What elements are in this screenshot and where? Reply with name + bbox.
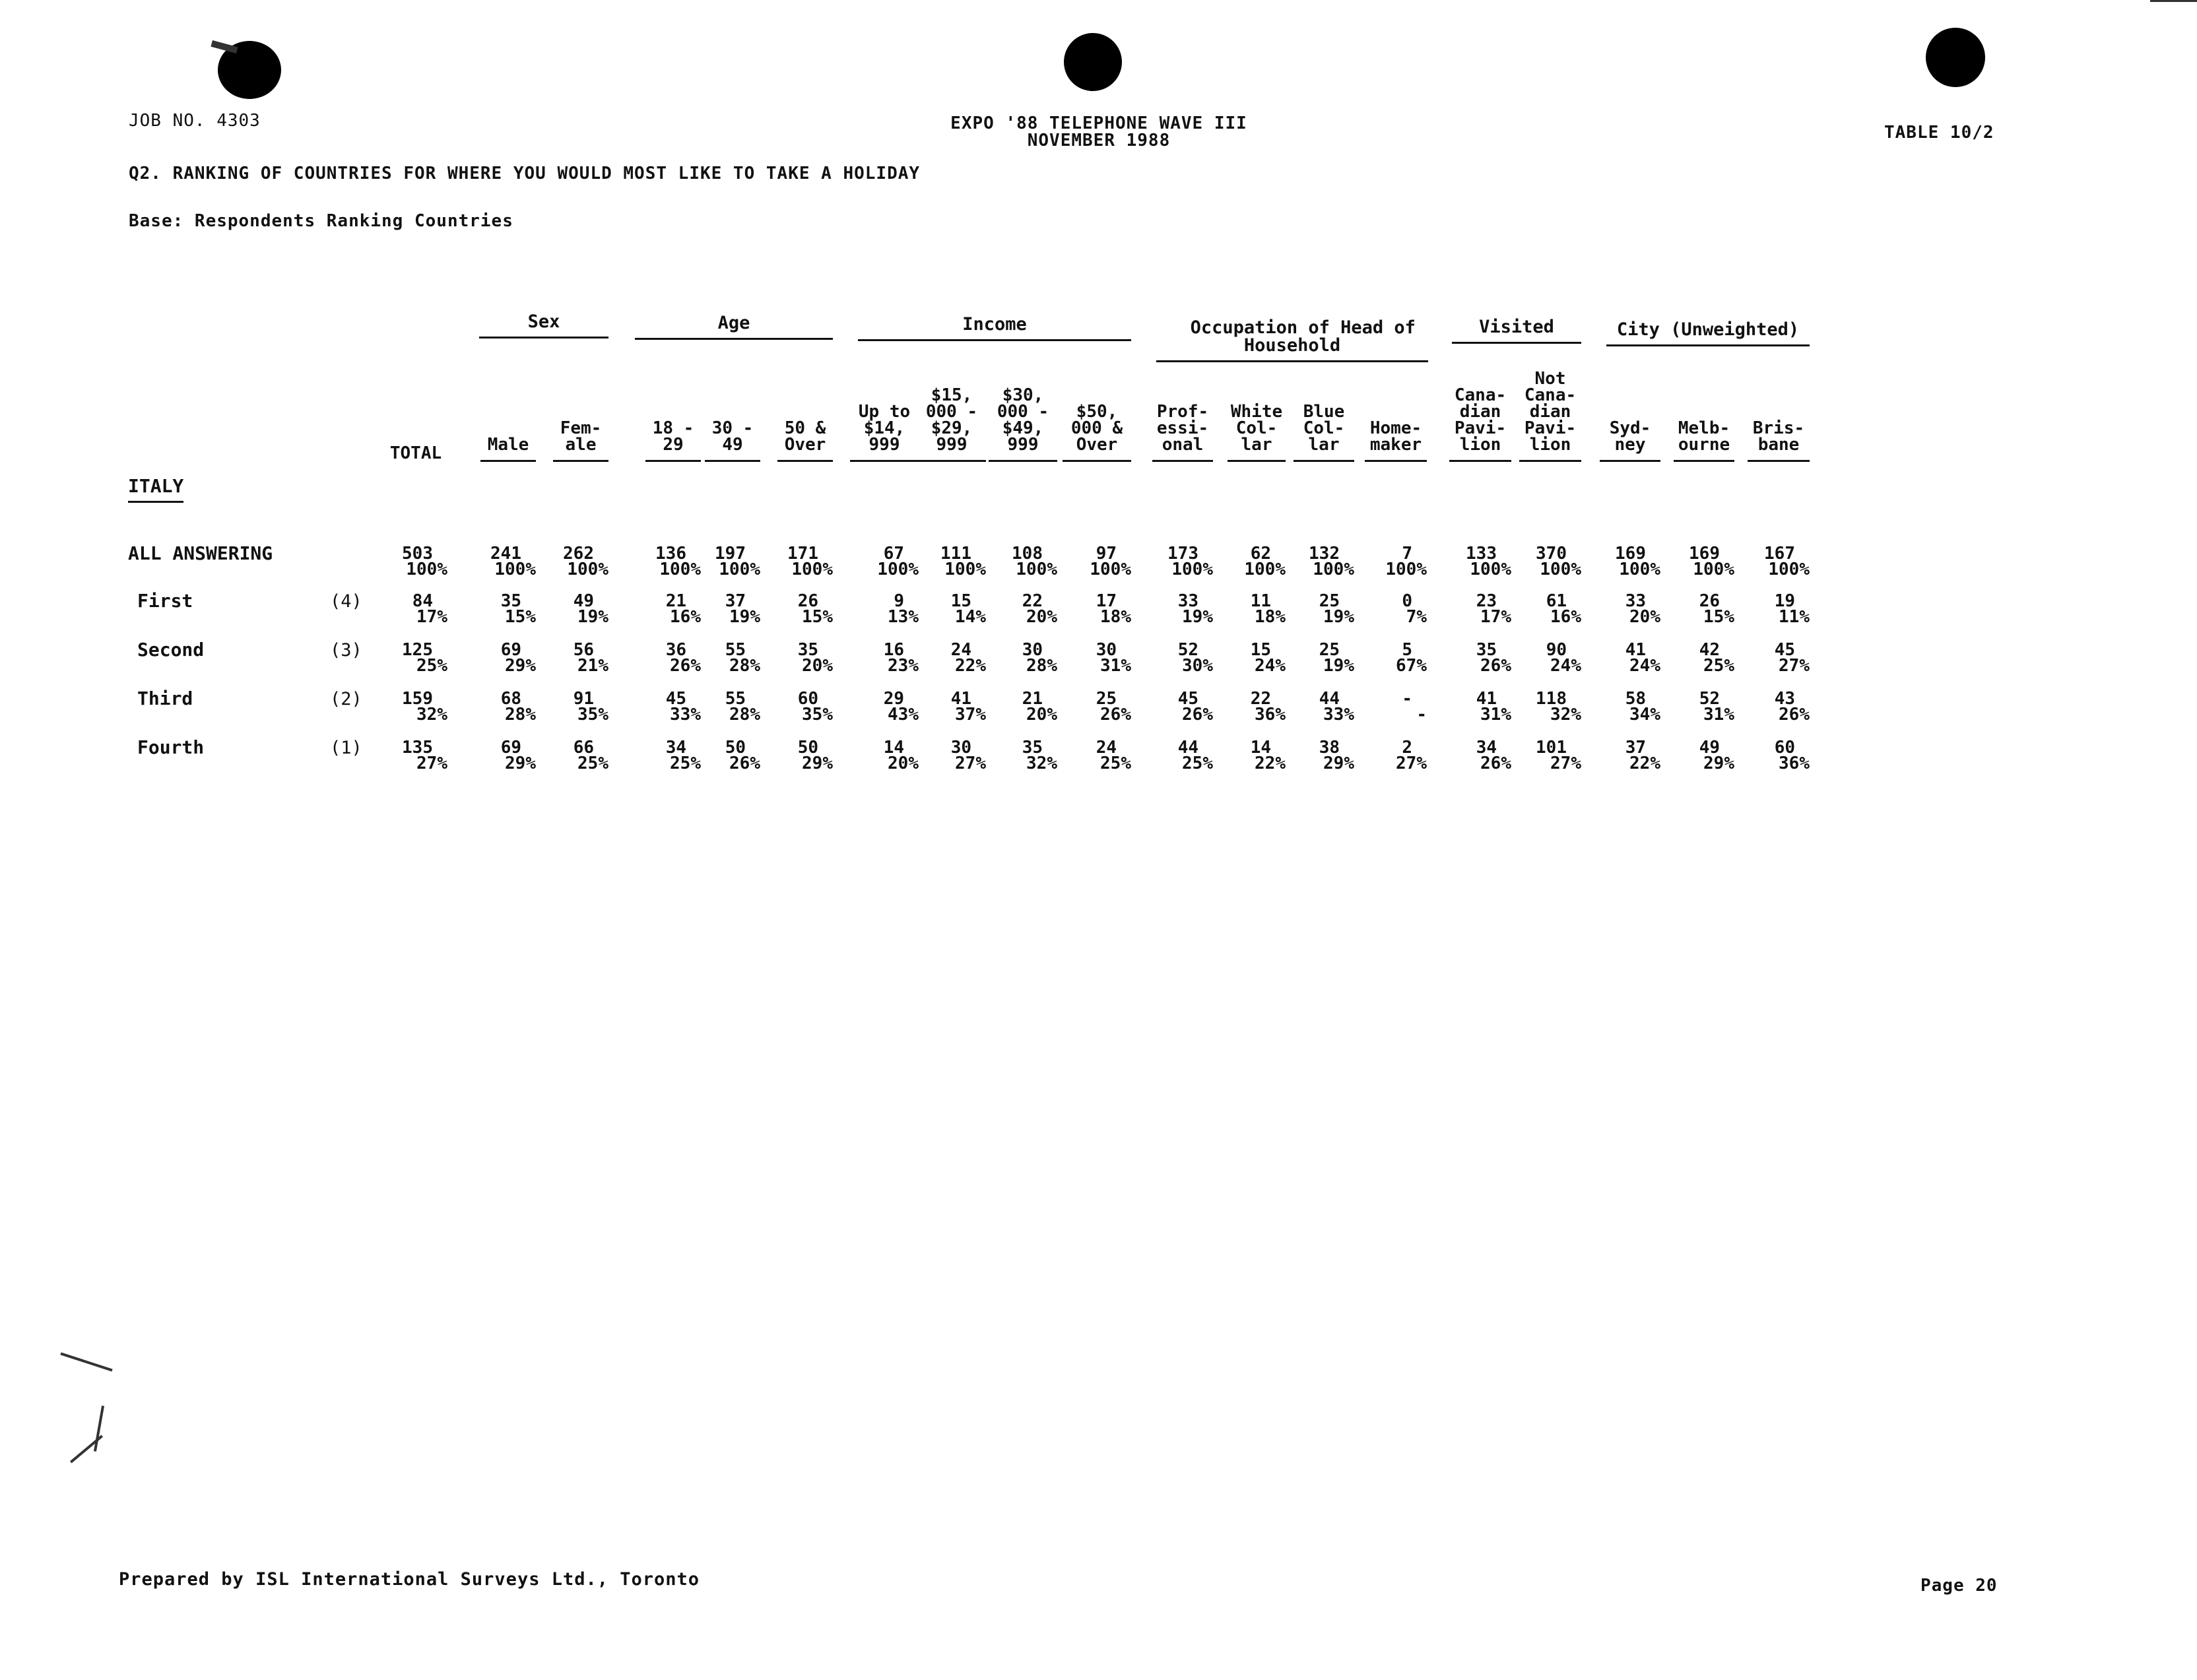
cell-percent: 22% (1255, 754, 1286, 773)
column-rule (705, 460, 760, 462)
column-header-label: $30, 000 - $49, 999 (997, 385, 1049, 455)
cell-count: 45 (1177, 689, 1198, 709)
cell-percent: 36% (1779, 754, 1810, 773)
cell-count: 49 (573, 591, 594, 611)
job-number: JOB NO. 4303 (129, 111, 261, 131)
row-label: Second (137, 639, 205, 661)
report-title-line2: NOVEMBER 1988 (1027, 131, 1171, 150)
cell-count: 61 (1546, 591, 1567, 611)
group-rule (1452, 342, 1581, 344)
cell-percent: 34% (1629, 705, 1660, 725)
cell-count: 7 (1402, 544, 1412, 564)
scan-mark (94, 1405, 104, 1452)
cell-percent: 35% (802, 705, 833, 725)
cell-count: 370 (1536, 544, 1567, 564)
cell-percent: 14% (955, 607, 986, 627)
column-rule (1674, 460, 1734, 462)
group-rule (635, 338, 833, 340)
cell-percent: 100% (406, 560, 447, 579)
cell-count: 52 (1699, 689, 1720, 709)
question-text: Q2. RANKING OF COUNTRIES FOR WHERE YOU WOULD MOST LIKE TO TAKE A HOLIDAY (129, 164, 921, 183)
cell-count: 167 (1764, 544, 1795, 564)
cell-percent: 35% (577, 705, 608, 725)
column-rule (1600, 460, 1660, 462)
cell-percent: 100% (1768, 560, 1810, 579)
cell-count: 503 (402, 544, 433, 564)
cell-percent: 25% (1703, 656, 1734, 676)
cell-percent: 20% (888, 754, 919, 773)
group-city-label: City (Unweighted) (1616, 319, 1800, 340)
cell-percent: 17% (416, 607, 447, 627)
cell-count: 38 (1319, 738, 1340, 758)
cell-count: 55 (725, 689, 746, 709)
cell-percent: 27% (1396, 754, 1427, 773)
cell-percent: 19% (729, 607, 760, 627)
column-header-age-30-49 (705, 420, 760, 462)
cell-count: 43 (1774, 689, 1795, 709)
column-header-male (480, 437, 536, 462)
cell-count: 0 (1402, 591, 1412, 611)
cell-percent: 24% (1550, 656, 1581, 676)
cell-count: 15 (1250, 640, 1271, 660)
cell-percent: 15% (802, 607, 833, 627)
cell-percent: 15% (505, 607, 536, 627)
column-rule (1365, 460, 1427, 462)
cell-percent: 16% (1550, 607, 1581, 627)
cell-count: 262 (563, 544, 594, 564)
section-label-text: ITALY (128, 475, 184, 497)
group-age (635, 314, 833, 332)
row-rank: (1) (330, 738, 362, 758)
column-header-canadian-pavilion (1449, 387, 1511, 462)
cell-count: 14 (883, 738, 904, 758)
cell-percent: 24% (1255, 656, 1286, 676)
column-header-label: 18 - 29 (652, 418, 694, 455)
column-header-homemaker (1365, 420, 1427, 462)
cell-count: 55 (725, 640, 746, 660)
cell-percent: 28% (729, 656, 760, 676)
column-header-label: Cana- dian Pavi- lion (1454, 385, 1507, 455)
cell-count: 60 (1774, 738, 1795, 758)
cell-percent: 100% (494, 560, 536, 579)
cell-count: 49 (1699, 738, 1720, 758)
scan-mark (2150, 0, 2197, 2)
cell-count: 2 (1402, 738, 1412, 758)
cell-count: 15 (950, 591, 971, 611)
cell-count: 34 (1476, 738, 1497, 758)
cell-count: 11 (1250, 591, 1271, 611)
column-rule (1449, 460, 1511, 462)
column-header-professional (1152, 404, 1213, 462)
column-header-sydney (1600, 420, 1660, 462)
scan-mark (60, 1352, 112, 1371)
cell-percent: 36% (1255, 705, 1286, 725)
column-header-label: $15, 000 - $29, 999 (925, 385, 978, 455)
group-rule (1606, 344, 1810, 346)
cell-count: 69 (500, 738, 521, 758)
cell-percent: 24% (1629, 656, 1660, 676)
column-rule (989, 460, 1057, 462)
cell-percent: 22% (955, 656, 986, 676)
cell-percent: 13% (888, 607, 919, 627)
cell-count: 30 (950, 738, 971, 758)
column-rule (1063, 460, 1131, 462)
cell-count: 197 (715, 544, 746, 564)
cell-count: 62 (1250, 544, 1271, 564)
punch-hole-center (1064, 33, 1122, 91)
group-rule (1156, 360, 1428, 362)
cell-percent: 100% (1244, 560, 1286, 579)
cell-percent: 26% (1779, 705, 1810, 725)
cell-percent: 100% (1470, 560, 1511, 579)
column-header-inc-up-to-14999 (850, 404, 919, 462)
cell-percent: 32% (416, 705, 447, 725)
row-label: Fourth (137, 736, 205, 758)
cell-count: 60 (797, 689, 818, 709)
cell-count: 24 (950, 640, 971, 660)
column-header-label: Not Cana- dian Pavi- lion (1524, 369, 1577, 455)
cell-count: 33 (1177, 591, 1198, 611)
cell-percent: 100% (1016, 560, 1057, 579)
row-rank: (3) (330, 640, 362, 661)
cell-percent: 27% (416, 754, 447, 773)
group-rule (858, 339, 1131, 341)
cell-count: 22 (1022, 591, 1043, 611)
cell-percent: 32% (1026, 754, 1057, 773)
cell-percent: 18% (1255, 607, 1286, 627)
cell-count: 22 (1250, 689, 1271, 709)
cell-count: 68 (500, 689, 521, 709)
cell-percent: 11% (1779, 607, 1810, 627)
group-sex (479, 313, 608, 331)
column-rule (777, 460, 833, 462)
cell-percent: 32% (1550, 705, 1581, 725)
column-header-blue-collar (1294, 404, 1354, 462)
cell-percent: 100% (719, 560, 760, 579)
cell-count: 35 (1476, 640, 1497, 660)
column-rule (1228, 460, 1286, 462)
group-age-label: Age (717, 313, 750, 333)
cell-count: 14 (1250, 738, 1271, 758)
cell-percent: 20% (1026, 607, 1057, 627)
column-header-age-50-over (777, 420, 833, 462)
cell-percent: 19% (1182, 607, 1213, 627)
cell-count: 97 (1096, 544, 1117, 564)
column-header-label: $50, 000 & Over (1070, 402, 1123, 455)
cell-count: 23 (1476, 591, 1497, 611)
report-title (858, 115, 1340, 149)
group-rule (479, 337, 608, 339)
report-title-line1: EXPO '88 TELEPHONE WAVE III (950, 113, 1247, 133)
column-header-label: Bris- bane (1752, 418, 1805, 455)
cell-percent: 22% (1629, 754, 1660, 773)
cell-percent: 20% (1026, 705, 1057, 725)
cell-percent: 19% (1323, 656, 1354, 676)
cell-percent: 28% (1026, 656, 1057, 676)
column-header-inc-30000-49999 (989, 387, 1057, 462)
cell-count: 35 (1022, 738, 1043, 758)
cell-percent: 100% (1693, 560, 1734, 579)
cell-percent: 26% (1100, 705, 1131, 725)
column-header-inc-50000-over (1063, 404, 1131, 462)
cell-count: 45 (665, 689, 686, 709)
column-header-label: Melb- ourne (1678, 418, 1730, 455)
column-header-white-collar (1228, 404, 1286, 462)
cell-percent: 25% (416, 656, 447, 676)
cell-count: 35 (797, 640, 818, 660)
cell-count: 33 (1625, 591, 1646, 611)
cell-percent: 26% (1480, 656, 1511, 676)
cell-count: 19 (1774, 591, 1795, 611)
cell-count: 24 (1096, 738, 1117, 758)
cell-percent: 31% (1703, 705, 1734, 725)
cell-percent: 100% (567, 560, 608, 579)
group-visited (1452, 318, 1581, 336)
cell-count: 41 (950, 689, 971, 709)
column-header-inc-15000-29999 (917, 387, 986, 462)
column-rule (850, 460, 919, 462)
cell-count: 125 (402, 640, 433, 660)
cell-percent: 33% (670, 705, 701, 725)
cell-percent: 25% (1100, 754, 1131, 773)
cell-count: 133 (1466, 544, 1497, 564)
cell-count: 25 (1319, 640, 1340, 660)
punch-hole-right (1926, 28, 1985, 87)
cell-percent: 33% (1323, 705, 1354, 725)
cell-percent: 100% (944, 560, 986, 579)
cell-count: 67 (883, 544, 904, 564)
cell-percent: 26% (1182, 705, 1213, 725)
cell-count: 91 (573, 689, 594, 709)
cell-percent: 100% (1090, 560, 1131, 579)
cell-percent: 26% (1480, 754, 1511, 773)
column-header-label: Home- maker (1369, 418, 1422, 455)
cell-count: 29 (883, 689, 904, 709)
group-income-label: Income (962, 314, 1027, 335)
section-label-rule (128, 501, 183, 503)
group-sex-label: Sex (527, 311, 560, 332)
cell-percent: 26% (729, 754, 760, 773)
cell-count: 34 (665, 738, 686, 758)
cell-percent: 25% (1182, 754, 1213, 773)
column-rule (553, 460, 608, 462)
column-header-total (384, 445, 447, 462)
cell-count: 25 (1096, 689, 1117, 709)
cell-count: 69 (500, 640, 521, 660)
cell-count: 84 (412, 591, 433, 611)
cell-count: 41 (1476, 689, 1497, 709)
cell-percent: 19% (577, 607, 608, 627)
cell-count: 45 (1774, 640, 1795, 660)
cell-count: 25 (1319, 591, 1340, 611)
cell-percent: 29% (1703, 754, 1734, 773)
cell-count: 118 (1536, 689, 1567, 709)
cell-count: 111 (940, 544, 971, 564)
cell-count: 241 (490, 544, 521, 564)
cell-percent: 23% (888, 656, 919, 676)
column-rule (480, 460, 536, 462)
cell-percent: 25% (670, 754, 701, 773)
column-header-label: Prof- essi- onal (1156, 402, 1209, 455)
cell-percent: 27% (1779, 656, 1810, 676)
section-label (128, 475, 183, 503)
row-label: Third (137, 688, 193, 709)
group-income (858, 315, 1131, 333)
cell-percent: 100% (1619, 560, 1660, 579)
column-header-label: 30 - 49 (711, 418, 754, 455)
cell-percent: 67% (1396, 656, 1427, 676)
page-number: Page 20 (1920, 1576, 1998, 1596)
row-rank: (2) (330, 689, 362, 709)
cell-percent: 20% (802, 656, 833, 676)
column-header-age-18-29 (645, 420, 701, 462)
cell-percent: 30% (1182, 656, 1213, 676)
column-header-label: White Col- lar (1230, 402, 1283, 455)
cell-count: 173 (1167, 544, 1198, 564)
group-city (1606, 321, 1810, 339)
group-occupation (1156, 301, 1428, 354)
cell-count: - (1402, 689, 1412, 709)
cell-count: 30 (1022, 640, 1043, 660)
cell-count: 56 (573, 640, 594, 660)
column-header-brisbane (1748, 420, 1810, 462)
cell-percent: 31% (1480, 705, 1511, 725)
column-header-label: Blue Col- lar (1303, 402, 1345, 455)
cell-count: 26 (1699, 591, 1720, 611)
cell-percent: 100% (1313, 560, 1354, 579)
column-header-label: Up to $14, 999 (858, 402, 911, 455)
column-header-female (553, 420, 608, 462)
prepared-by: Prepared by ISL International Surveys Ltd., Toronto (119, 1569, 700, 1590)
cell-count: 26 (797, 591, 818, 611)
cell-count: 44 (1319, 689, 1340, 709)
cell-percent: 100% (1385, 560, 1427, 579)
cell-percent: 29% (505, 656, 536, 676)
cell-percent: 16% (670, 607, 701, 627)
cell-percent: 21% (577, 656, 608, 676)
cell-count: 37 (1625, 738, 1646, 758)
column-header-label: Fem- ale (560, 418, 602, 455)
column-header-label: Syd- ney (1609, 418, 1651, 455)
column-rule (645, 460, 701, 462)
cell-percent: 29% (802, 754, 833, 773)
cell-percent: 31% (1100, 656, 1131, 676)
row-label: ALL ANSWERING (128, 542, 273, 564)
cell-count: 37 (725, 591, 746, 611)
cell-percent: 18% (1100, 607, 1131, 627)
cell-percent: 100% (1171, 560, 1213, 579)
column-header-label: TOTAL (389, 443, 442, 463)
cell-count: 171 (787, 544, 818, 564)
cell-count: 58 (1625, 689, 1646, 709)
cell-percent: 29% (505, 754, 536, 773)
cell-percent: 25% (577, 754, 608, 773)
cell-count: 36 (665, 640, 686, 660)
row-label: First (137, 590, 193, 612)
column-rule (917, 460, 986, 462)
cell-count: 50 (797, 738, 818, 758)
base-text: Base: Respondents Ranking Countries (129, 211, 513, 231)
cell-count: 132 (1309, 544, 1340, 564)
cell-count: 17 (1096, 591, 1117, 611)
cell-percent: 100% (659, 560, 701, 579)
cell-percent: 26% (670, 656, 701, 676)
cell-percent: 43% (888, 705, 919, 725)
cell-count: 35 (500, 591, 521, 611)
cell-percent: 20% (1629, 607, 1660, 627)
cell-count: 52 (1177, 640, 1198, 660)
cell-percent: - (1416, 705, 1427, 725)
cell-percent: 28% (729, 705, 760, 725)
column-header-not-canadian-pavilion (1519, 371, 1581, 462)
cell-percent: 100% (791, 560, 833, 579)
group-visited-label: Visited (1479, 317, 1554, 337)
cell-count: 9 (894, 591, 904, 611)
column-header-melbourne (1674, 420, 1734, 462)
cell-percent: 7% (1406, 607, 1427, 627)
cell-count: 44 (1177, 738, 1198, 758)
cell-percent: 100% (877, 560, 919, 579)
column-rule (1294, 460, 1354, 462)
cell-percent: 19% (1323, 607, 1354, 627)
cell-percent: 29% (1323, 754, 1354, 773)
cell-percent: 27% (1550, 754, 1581, 773)
cell-count: 90 (1546, 640, 1567, 660)
cell-percent: 100% (1540, 560, 1581, 579)
cell-percent: 27% (955, 754, 986, 773)
cell-count: 101 (1536, 738, 1567, 758)
cell-count: 135 (402, 738, 433, 758)
column-header-label: Male (487, 435, 529, 455)
cell-count: 5 (1402, 640, 1412, 660)
cell-count: 66 (573, 738, 594, 758)
cell-percent: 28% (505, 705, 536, 725)
column-header-label: 50 & Over (784, 418, 826, 455)
cell-count: 21 (1022, 689, 1043, 709)
cell-count: 41 (1625, 640, 1646, 660)
cell-count: 50 (725, 738, 746, 758)
cell-count: 21 (665, 591, 686, 611)
table-number: TABLE 10/2 (1884, 123, 1994, 143)
cell-count: 169 (1615, 544, 1646, 564)
group-occupation-label: Occupation of Head of Household (1190, 317, 1416, 356)
cell-count: 16 (883, 640, 904, 660)
column-rule (1519, 460, 1581, 462)
cell-count: 159 (402, 689, 433, 709)
cell-percent: 17% (1480, 607, 1511, 627)
cell-percent: 15% (1703, 607, 1734, 627)
cell-count: 108 (1012, 544, 1043, 564)
cell-percent: 37% (955, 705, 986, 725)
cell-count: 42 (1699, 640, 1720, 660)
cell-count: 136 (655, 544, 686, 564)
column-rule (1152, 460, 1213, 462)
column-rule (1748, 460, 1810, 462)
cell-count: 30 (1096, 640, 1117, 660)
row-rank: (4) (330, 591, 362, 612)
cell-count: 169 (1689, 544, 1720, 564)
